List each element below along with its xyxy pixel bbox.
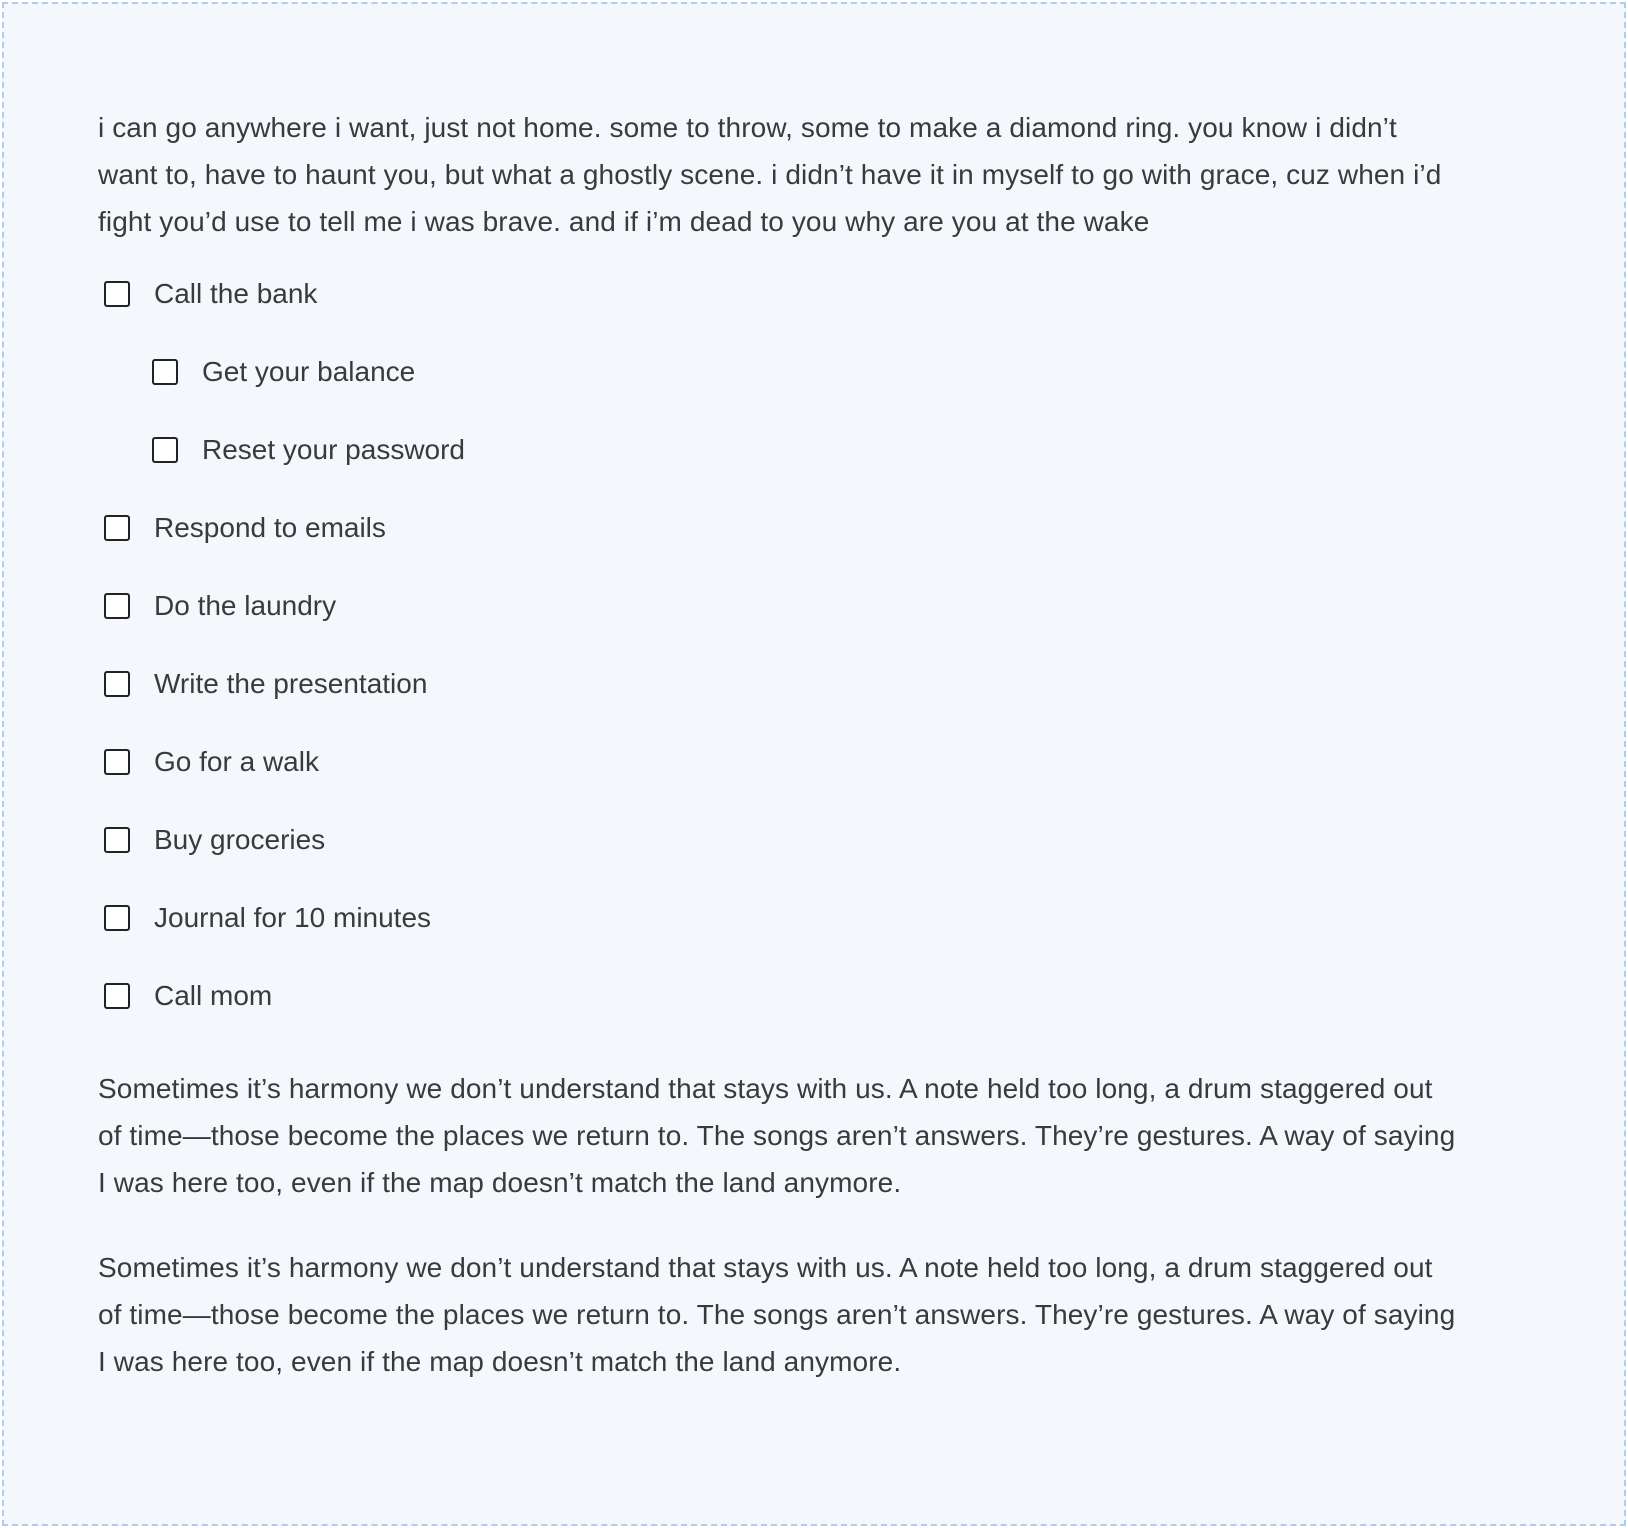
todo-checkbox[interactable] <box>104 983 130 1009</box>
todo-item <box>98 583 1462 629</box>
todo-checkbox[interactable] <box>152 359 178 385</box>
todo-checkbox[interactable] <box>104 905 130 931</box>
todo-item <box>98 505 1462 551</box>
todo-checkbox[interactable] <box>104 281 130 307</box>
todo-item <box>146 349 1462 395</box>
todo-checkbox[interactable] <box>104 827 130 853</box>
todo-label: Call the bank <box>154 278 318 309</box>
todo-item <box>98 817 1462 863</box>
todo-item <box>98 973 1462 1019</box>
todo-item <box>146 427 1462 473</box>
todo-checkbox[interactable] <box>104 515 130 541</box>
intro-paragraph: i can go anywhere i want, just not home. some to throw, some to make a diamond ring. you know i didn’t want to, have to haunt you, but what a ghostly scene. i didn’t have it in myself to go with grace, cuz when i’d fight you’d use to tell me i was brave. and if i’m dead to you why are you at the wake <box>98 112 1442 237</box>
todo-list <box>98 271 1462 1019</box>
todo-label: Get your balance <box>202 356 416 387</box>
todo-label: Reset your password <box>202 434 466 465</box>
todo-label: Do the laundry <box>154 590 337 621</box>
todo-label: Buy groceries <box>154 824 326 855</box>
todo-label: Write the presentation <box>154 668 428 699</box>
closing-paragraph: Sometimes it’s harmony we don’t understand that stays with us. A note held too long, a drum staggered out of time—those become the places we return to. The songs aren’t answers. They’re gestures. A way of saying I was here too, even if the map doesn’t match the land anymore. <box>98 1252 1456 1377</box>
closing-paragraph: Sometimes it’s harmony we don’t understand that stays with us. A note held too long, a drum staggered out of time—those become the places we return to. The songs aren’t answers. They’re gestures. A way of saying I was here too, even if the map doesn’t match the land anymore. <box>98 1073 1456 1198</box>
todo-label: Respond to emails <box>154 512 386 543</box>
todo-checkbox[interactable] <box>104 749 130 775</box>
todo-checkbox[interactable] <box>152 437 178 463</box>
todo-checkbox[interactable] <box>104 671 130 697</box>
todo-label: Call mom <box>154 980 273 1011</box>
document-page <box>2 2 1626 1526</box>
todo-item <box>98 271 1462 317</box>
todo-checkbox[interactable] <box>104 593 130 619</box>
todo-item <box>98 739 1462 785</box>
todo-item <box>98 895 1462 941</box>
todo-label: Go for a walk <box>154 746 319 777</box>
todo-label: Journal for 10 minutes <box>154 902 432 933</box>
todo-item <box>98 661 1462 707</box>
